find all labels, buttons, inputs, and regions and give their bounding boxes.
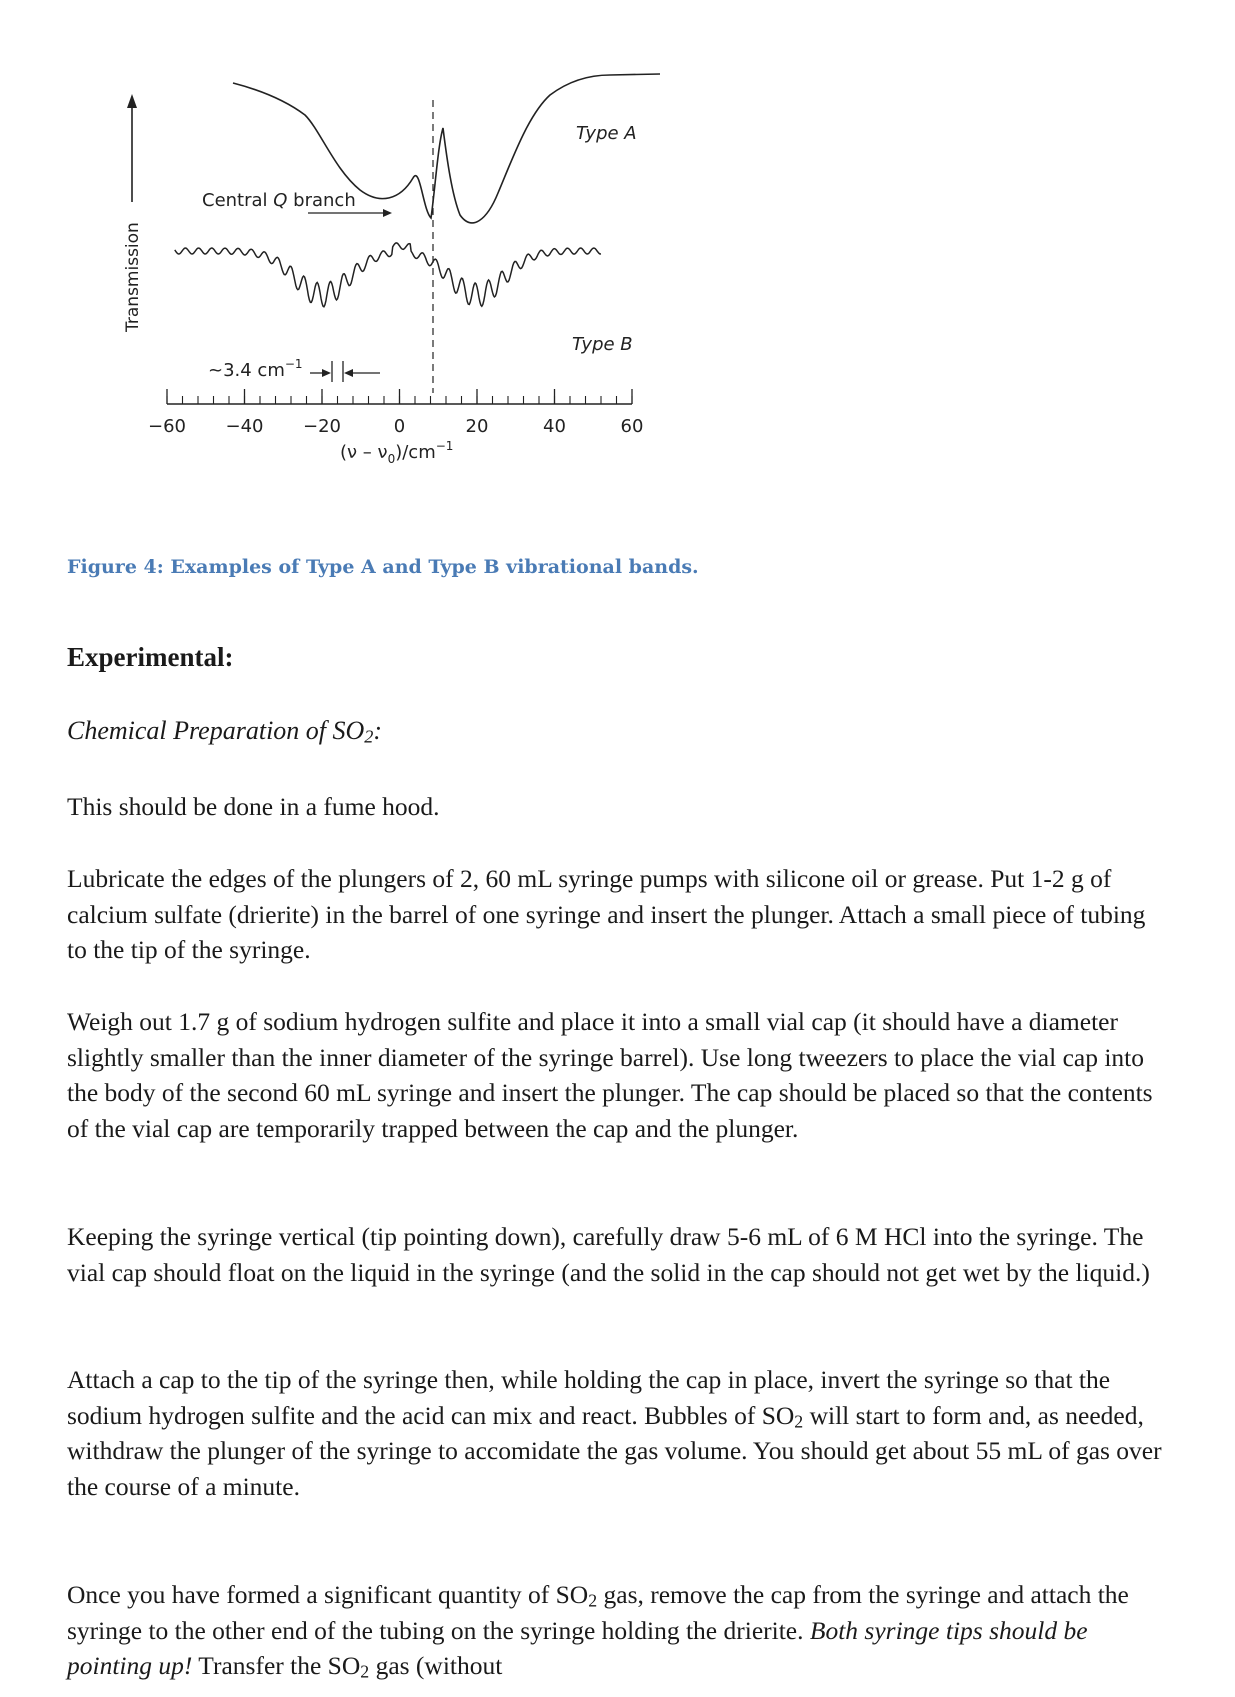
x-tick-label: 40 — [543, 416, 566, 437]
x-tick-label: 60 — [620, 416, 644, 437]
paragraph-draw-hcl: Keeping the syringe vertical (tip pointing down), carefully draw 5-6 mL of 6 M HCl into the syringe. The vial cap should float on the liquid in the syringe (and the solid in the cap should not get wet by the liquid.) — [67, 1222, 1150, 1287]
paragraph-lubricate: Lubricate the edges of the plungers of 2, 60 mL syringe pumps with silicone oil or grease. Put 1-2 g of calcium sulfate (drierite) in the barrel of one syringe and insert the plunger. Attach a small piece of tubing to the tip of the syringe. — [67, 864, 1146, 964]
type-b-label: Type B — [572, 334, 633, 355]
vibrational-bands-figure — [100, 60, 720, 520]
x-tick-label: −20 — [303, 416, 341, 437]
spacing-arrowhead-left — [322, 369, 331, 377]
spacing-arrowhead-right — [344, 369, 353, 377]
paragraph-fume-hood: This should be done in a fume hood. — [67, 792, 440, 821]
x-tick-label: −60 — [148, 416, 186, 437]
x-tick-label: 20 — [465, 416, 489, 437]
x-tick-label: −40 — [225, 416, 264, 437]
paragraph-transfer-gas: Once you have formed a significant quantity of $SO_2$ gas, remove the cap from the syringe and attach the syringe to the other end of the tubing on the syringe holding the drierite. Both syringe tips should be pointing up! Transfer the $SO_2$ gas (without — [67, 1580, 1129, 1682]
x-axis-label: $(\nu - \nu_0)/cm^{-1}$ — [340, 439, 454, 466]
subsection-heading: Chemical Preparation of $SO_2$: — [67, 716, 383, 747]
q-branch-label: Central Q branch — [202, 190, 356, 211]
type-a-label: Type A — [576, 123, 637, 144]
y-axis-label: Transmission — [123, 222, 143, 332]
paragraph-weigh: Weigh out 1.7 g of sodium hydrogen sulfite and place it into a small vial cap (it should have a diameter slightly smaller than the inner diameter of the syringe barrel). Use long tweezers to place the vial cap into the body of the second 60 mL syringe and insert the plunger. The cap should be placed so that the contents of the vial cap are temporarily trapped between the cap and the plunger. — [67, 1007, 1153, 1143]
section-heading: Experimental: — [67, 642, 234, 672]
q-branch-arrowhead — [383, 209, 392, 217]
figure-caption: Figure 4: Examples of Type A and Type B vibrational bands. — [67, 556, 699, 578]
x-axis-major-ticks — [148, 389, 643, 437]
spacing-label: ~3.4 $cm^{-1}$ — [208, 357, 303, 381]
y-axis-arrowhead — [127, 94, 137, 108]
type-b-curve — [175, 243, 601, 307]
paragraph-attach-cap: Attach a cap to the tip of the syringe then, while holding the cap in place, invert the syringe so that the sodium hydrogen sulfite and the acid can mix and react. Bubbles of $SO_2$ will start to form and, as needed, withdraw the plunger of the syringe to accomidate the gas volume. You should get about 55 mL of gas over the course of a minute. — [67, 1365, 1162, 1501]
x-tick-label: 0 — [393, 416, 406, 437]
